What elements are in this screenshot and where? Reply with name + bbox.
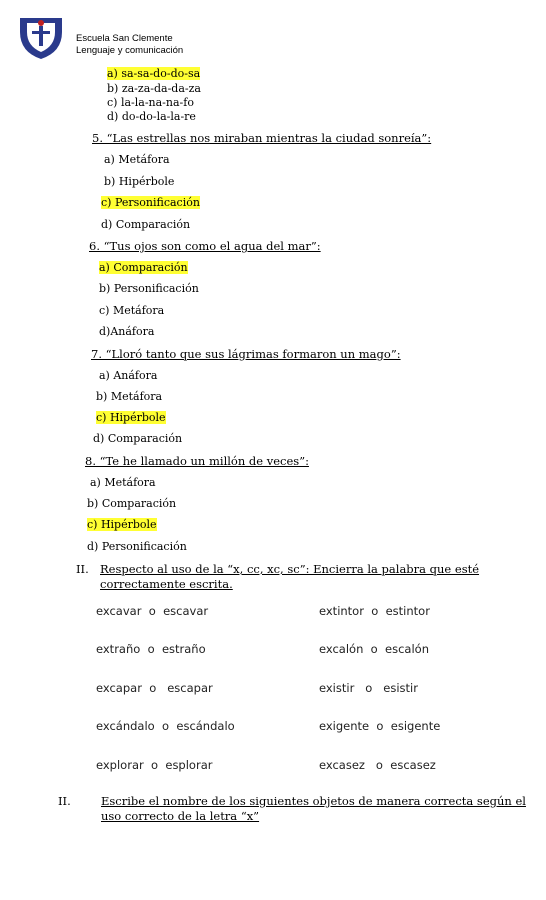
q5-option-b: b) Hipérbole (104, 175, 175, 188)
top-option-a: a) sa-sa-do-do-sa (107, 67, 201, 80)
q7-option-c: c) Hipérbole (96, 411, 166, 424)
word-pair-right-4: exigente o esigente (319, 719, 441, 733)
q8-option-d: d) Personificación (87, 540, 187, 553)
question-6-title: 6. “Tus ojos son como el agua del mar”: (89, 239, 321, 253)
q5-option-a: a) Metáfora (104, 153, 170, 166)
question-8-title: 8. “Te he llamado un millón de veces”: (85, 454, 309, 468)
top-option-d: d) do-do-la-la-re (107, 110, 196, 123)
section-3-numeral: II. (58, 794, 71, 808)
word-pair-left-2: extraño o estraño (96, 642, 206, 656)
q5-option-d: d) Comparación (101, 218, 191, 231)
word-pair-right-3: existir o esistir (319, 681, 418, 695)
top-option-b: b) za-za-da-da-za (107, 82, 201, 95)
school-name: Escuela San Clemente (76, 33, 173, 44)
q7-option-a: a) Anáfora (99, 369, 158, 382)
section-2-numeral: II. (76, 562, 89, 576)
section-2-instruction-line1: Respecto al uso de la “x, cc, xc, sc”: Encierra la palabra que esté (100, 562, 480, 576)
word-pair-left-1: excavar o escavar (96, 604, 209, 618)
word-pair-right-1: extintor o estintor (319, 604, 430, 618)
word-pair-left-4: excándalo o escándalo (96, 719, 235, 733)
question-5-title: 5. “Las estrellas nos miraban mientras la ciudad sonreía”: (92, 131, 432, 145)
q8-option-c: c) Hipérbole (87, 518, 157, 531)
q6-option-c: c) Metáfora (99, 304, 165, 317)
q8-option-a: a) Metáfora (90, 476, 156, 489)
word-pair-right-2: excalón o escalón (319, 642, 429, 656)
word-pair-right-5: excasez o escasez (319, 758, 436, 772)
top-option-c: c) la-la-na-na-fo (107, 96, 194, 109)
school-logo (18, 14, 64, 60)
q6-option-a: a) Comparación (99, 261, 188, 274)
question-7-title: 7. “Lloró tanto que sus lágrimas formaron un mago”: (91, 347, 401, 361)
q6-option-d: d)Anáfora (99, 325, 155, 338)
section-2-instruction-line2: correctamente escrita. (100, 577, 233, 591)
q5-option-c: c) Personificación (101, 196, 200, 209)
q7-option-d: d) Comparación (93, 432, 183, 445)
section-3-instruction-line2: uso correcto de la letra “x” (101, 809, 260, 823)
word-pair-left-5: explorar o esplorar (96, 758, 213, 772)
q6-option-b: b) Personificación (99, 282, 199, 295)
q8-option-b: b) Comparación (87, 497, 177, 510)
section-3-instruction-line1: Escribe el nombre de los siguientes objetos de manera correcta según el (101, 794, 526, 808)
q7-option-b: b) Metáfora (96, 390, 163, 403)
subject-name: Lenguaje y comunicación (76, 45, 184, 56)
word-pair-left-3: excapar o escapar (96, 681, 213, 695)
